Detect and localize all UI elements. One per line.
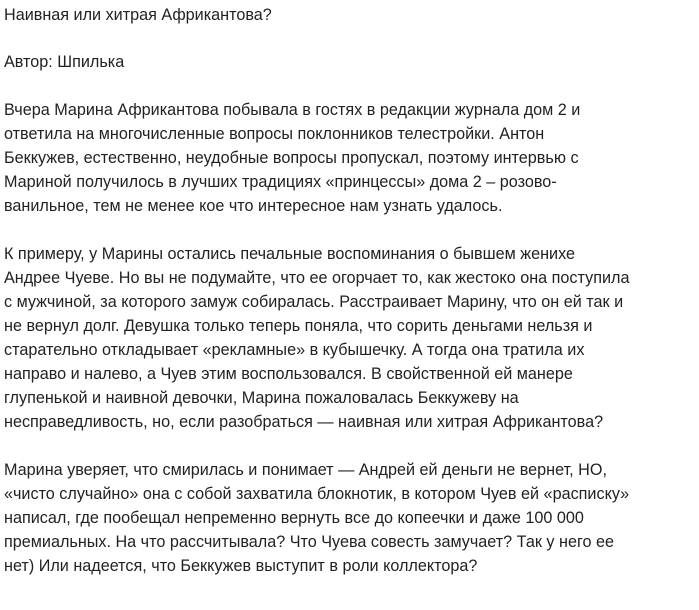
paragraph-line: глупенькой и наивной девочки, Марина пожаловалась Беккужеву на — [4, 389, 519, 407]
paragraph-line: Андрее Чуеве. Но вы не подумайте, что ее огорчает то, как жестоко она поступила — [4, 269, 630, 287]
article-title: Наивная или хитрая Африкантова? — [4, 6, 272, 24]
paragraph-line: премиальных. На что рассчитывала? Что Чуева совесть замучает? Так у него ее — [4, 533, 615, 551]
paragraph-line: направо и налево, а Чуев этим воспользовался. В свойственной ей манере — [4, 365, 573, 383]
paragraph-line: старательно откладывает «рекламные» в кубышечку. А тогда она тратила их — [4, 341, 585, 359]
paragraph-line: не вернул долг. Девушка только теперь поняла, что сорить деньгами нельзя и — [4, 317, 593, 335]
paragraph-line: нет) Или надеется, что Беккужев выступит в роли коллектора? — [4, 557, 478, 575]
paragraph-line: с мужчиной, за которого замуж собиралась. Расстраивает Марину, что он ей так и — [4, 293, 624, 311]
paragraph-line: К примеру, у Марины остались печальные воспоминания о бывшем женихе — [4, 245, 575, 263]
paragraph-line: ответила на многочисленные вопросы поклонников телестройки. Антон — [4, 125, 545, 143]
paragraph-2 — [4, 242, 694, 434]
paragraph-line: Вчера Марина Африкантова побывала в гостях в редакции журнала дом 2 и — [4, 101, 581, 119]
paragraph-line: Мариной получилось в лучших традициях «принцессы» дома 2 – розово- — [4, 173, 557, 191]
article-author: Автор: Шпилька — [4, 53, 125, 71]
paragraph-line: Беккужев, естественно, неудобные вопросы пропускал, поэтому интервью с — [4, 149, 579, 167]
paragraph-line: ванильное, тем не менее кое что интересное нам узнать удалось. — [4, 197, 503, 215]
paragraph-line: несправедливость, но, если разобраться — наивная или хитрая Африкантова? — [4, 413, 604, 431]
paragraph-line: написал, где пообещал непременно вернуть все до копеечки и даже 100 000 — [4, 509, 584, 527]
paragraph-line: Марина уверяет, что смирилась и понимает — Андрей ей деньги не вернет, НО, — [4, 461, 607, 479]
paragraph-3 — [4, 458, 694, 578]
paragraph-1 — [4, 98, 694, 218]
paragraph-line: «чисто случайно» она с собой захватила блокнотик, в котором Чуев ей «расписку» — [4, 485, 630, 503]
